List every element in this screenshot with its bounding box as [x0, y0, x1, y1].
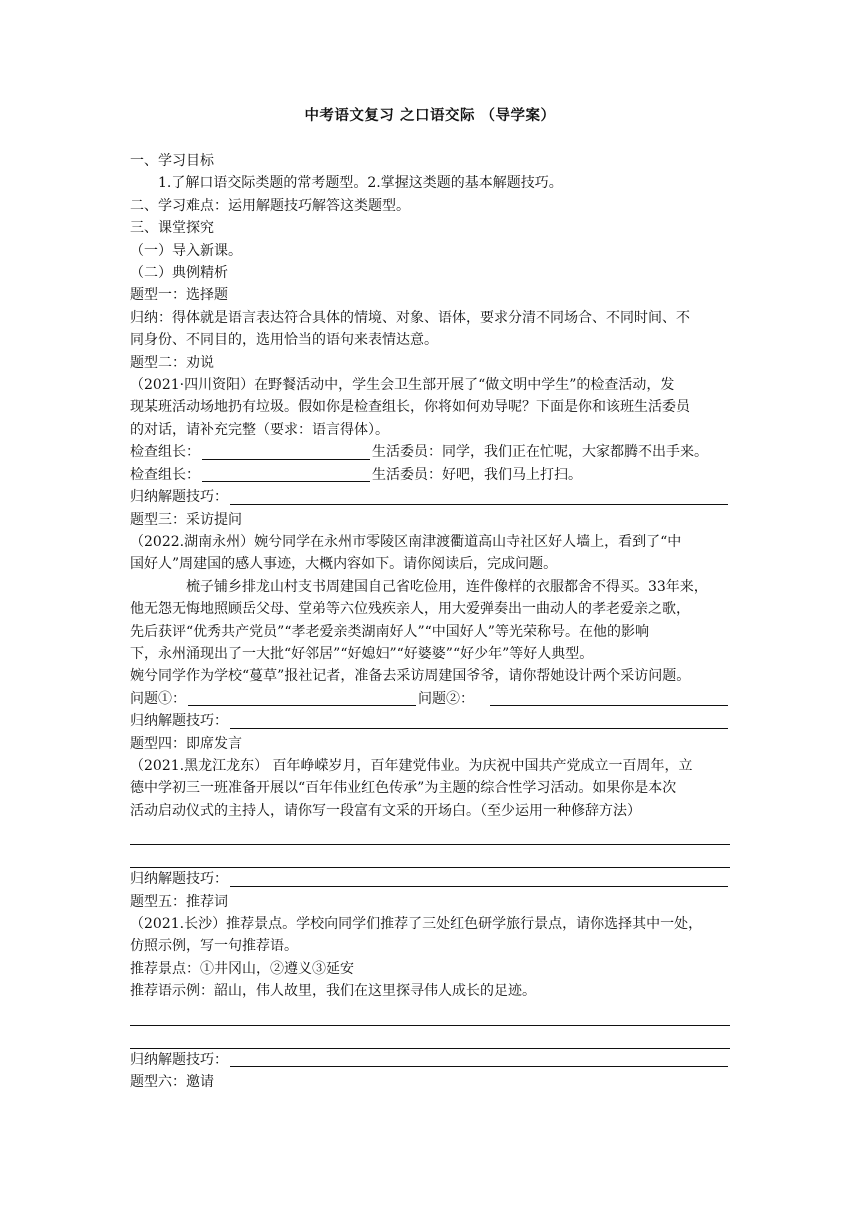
type3-text-line: 先后获评“优秀共产党员”“孝老爱亲类湖南好人”“中国好人”等光荣称号。在他的影响	[130, 623, 649, 640]
summary-label: 归纳解题技巧：	[130, 489, 228, 506]
type3-text-line: 婉兮同学作为学校“蔓草”报社记者，准备去采访周建国爷爷，请你帮她设计两个采访问题。	[130, 668, 691, 685]
speaker-label: 检查组长：	[130, 444, 200, 461]
type3-heading: 题型三：采访提问	[130, 511, 242, 528]
summary-row	[130, 1049, 730, 1071]
type5-text-line: 推荐景点：①井冈山，②遵义③延安	[130, 960, 354, 977]
answer-blank[interactable]	[230, 871, 728, 887]
document-body	[130, 150, 730, 1093]
subsection-examples: （二）典例精析	[130, 265, 228, 282]
type3-text-line: 国好人”周建国的感人事迹，大概内容如下。请你阅读后，完成问题。	[130, 556, 558, 573]
dialogue-line-2	[130, 464, 730, 486]
type5-text-line: （2021.长沙）推荐景点。学校向同学们推荐了三处红色研学旅行景点，请你选择其中一处，	[130, 916, 703, 932]
type2-text-line: 现某班活动场地扔有垃圾。假如你是检查组长，你将如何劝导呢？下面是你和该班生活委员	[130, 399, 690, 416]
summary-row	[130, 868, 730, 890]
answer-blank[interactable]	[230, 489, 728, 505]
answer-blank[interactable]	[202, 466, 370, 482]
summary-label: 归纳解题技巧：	[130, 871, 228, 888]
type4-heading: 题型四：即席发言	[130, 735, 242, 752]
type4-text-line: （2021.黑龙江龙东） 百年峥嵘岁月，百年建党伟业。为庆祝中国共产党成立一百周年，立	[130, 757, 693, 774]
speaker-reply: 生活委员：好吧，我们马上打扫。	[372, 466, 582, 483]
speaker-label: 检查组长：	[130, 466, 200, 483]
type3-text-line: 他无怨无悔地照顾岳父母、堂弟等六位残疾亲人，用大爱弹奏出一曲动人的孝老爱亲之歌，	[130, 601, 690, 618]
type5-heading: 题型五：推荐词	[130, 893, 228, 910]
question-label: 问题①：	[130, 690, 186, 707]
type1-text-line: 归纳：得体就是语言表达符合具体的情境、对象、语体，要求分清不同场合、不同时间、不	[130, 309, 690, 326]
answer-line[interactable]	[130, 822, 730, 845]
type4-text-line: 德中学初三一班准备开展以“百年伟业红色传承”为主题的综合性学习活动。如果你是本次	[130, 780, 677, 797]
type4-text-line: 活动启动仪式的主持人，请你写一段富有文采的开场白。（至少运用一种修辞方法）	[130, 802, 641, 819]
type1-text-line: 同身份、不同目的，选用恰当的语句来表情达意。	[130, 332, 438, 349]
answer-blank[interactable]	[230, 713, 728, 729]
type2-text-line: 的对话，请补充完整（要求：语言得体）。	[130, 421, 389, 438]
section-heading-difficulty: 二、学习难点：运用解题技巧解答这类题型。	[130, 197, 410, 214]
type5-text-line: 推荐语示例：韶山，伟人故里，我们在这里探寻伟人成长的足迹。	[130, 983, 536, 1000]
question-label: 问题②：	[418, 690, 474, 707]
type3-text-line: 梳子铺乡排龙山村支书周建国自己省吃俭用，连件像样的衣服都舍不得买。33年来，	[186, 578, 708, 595]
type1-heading: 题型一：选择题	[130, 287, 228, 304]
answer-blank[interactable]	[490, 690, 728, 706]
summary-row	[130, 710, 730, 732]
answer-line[interactable]	[130, 1026, 730, 1049]
summary-row	[130, 486, 730, 508]
question-row	[130, 688, 730, 710]
answer-blank[interactable]	[202, 444, 370, 460]
type3-text-line: （2022.湖南永州）婉兮同学在永州市零陵区南津渡衢道高山寺社区好人墙上，看到了“中	[130, 533, 682, 550]
type2-heading: 题型二：劝说	[130, 354, 214, 371]
type6-heading: 题型六：邀请	[130, 1074, 214, 1091]
section-heading-goals: 一、学习目标	[130, 153, 214, 169]
summary-label: 归纳解题技巧：	[130, 1051, 228, 1068]
answer-line[interactable]	[130, 1003, 730, 1026]
type3-text-line: 下，永州涌现出了一大批“好邻居”“好媳妇”“好婆婆”“好少年”等好人典型。	[130, 645, 594, 662]
summary-label: 归纳解题技巧：	[130, 713, 228, 730]
answer-line[interactable]	[130, 845, 730, 868]
section-heading-inquiry: 三、课堂探究	[130, 220, 214, 237]
subsection-intro: （一）导入新课。	[130, 242, 242, 259]
type2-text-line: （2021·四川资阳）在野餐活动中，学生会卫生部开展了“做文明中学生”的检查活动，发	[130, 377, 675, 394]
goals-text: 1.了解口语交际类题的常考题型。2.掌握这类题的基本解题技巧。	[158, 175, 563, 192]
answer-blank[interactable]	[188, 690, 416, 706]
type5-text-line: 仿照示例，写一句推荐语。	[130, 938, 298, 955]
speaker-reply: 生活委员：同学，我们正在忙呢，大家都腾不出手来。	[372, 444, 708, 461]
page-title: 中考语文复习 之口语交际 （导学案）	[304, 108, 556, 124]
dialogue-line-1	[130, 441, 730, 463]
answer-blank[interactable]	[230, 1051, 728, 1067]
